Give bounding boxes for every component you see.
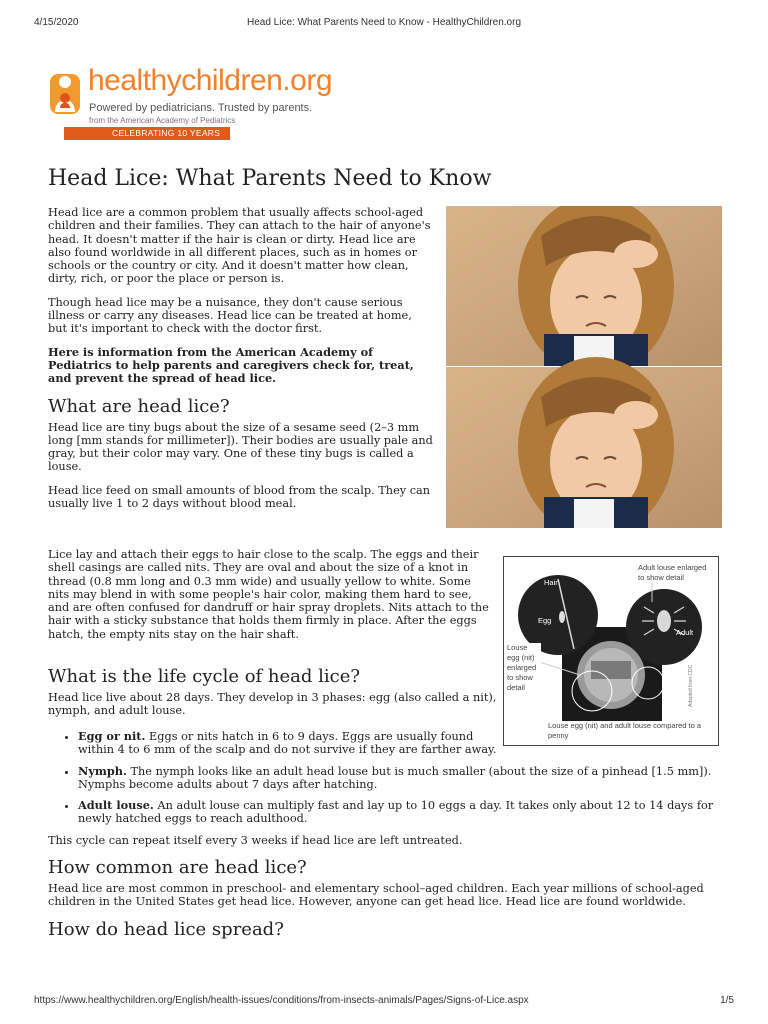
logo-subtitle: from the American Academy of Pediatrics <box>89 116 236 125</box>
life-cycle-list <box>48 730 718 826</box>
life-cycle-list-block <box>48 726 718 944</box>
page-title: Head Lice: What Parents Need to Know <box>48 166 492 191</box>
life-cycle-heading-block <box>48 656 498 728</box>
figure-label-hair: Hair <box>544 578 558 587</box>
print-footer <box>34 995 734 1006</box>
figure-credit: Adapted from CDC <box>688 664 694 707</box>
logo-wordmark: healthychildren.org <box>88 64 333 97</box>
print-url[interactable]: https://www.healthychildren.org/English/health-issues/conditions/from-insects-animals/Pages/Signs-of-Lice.aspx <box>34 995 529 1006</box>
figure-label-adult-enlarged: Adult louse enlarged to show detail <box>638 563 714 583</box>
life-cycle-intro: Head lice live about 28 days. They develop in 3 phases: egg (also called a nit), nymph, and adult louse. <box>48 691 497 718</box>
intro-column <box>48 206 433 520</box>
anniversary-banner: CELEBRATING 10 YEARS <box>64 127 230 140</box>
list-item: • Adult louse. An adult louse can multiply fast and lay up to 10 eggs a day. It takes only about 12 to 14 days for newly hatched eggs to reach adulthood. <box>78 799 718 826</box>
figure-label-egg-enlarged: Louse egg (nit) enlarged to show detail <box>507 643 541 693</box>
logo-tagline: Powered by pediatricians. Trusted by parents. <box>89 102 313 114</box>
life-cycle-end: This cycle can repeat itself every 3 weeks if head lice are left untreated. <box>48 833 463 847</box>
heading-how-common: How common are head lice? <box>48 857 307 879</box>
what-paragraph-2: Head lice feed on small amounts of blood from the scalp. They can usually live 1 to 2 days without blood meal. <box>48 483 431 511</box>
print-title: Head Lice: What Parents Need to Know - HealthyChildren.org <box>246 17 522 28</box>
heading-life-cycle: What is the life cycle of head lice? <box>48 666 361 687</box>
nits-section <box>48 548 493 651</box>
list-item: • Nymph. The nymph looks like an adult head louse but is much smaller (about the size of a pinhead [1.5 mm]). Nymphs become adults about 7 days after hatching. <box>78 765 718 792</box>
figure-label-adult: Adult <box>676 628 694 637</box>
figure-label-egg: Egg <box>538 616 552 625</box>
intro-bold-paragraph: Here is information from the American Academy of Pediatrics to help parents and caregivers check for, treat, and prevent the spread of head lice. <box>48 344 414 386</box>
print-date: 4/15/2020 <box>34 17 79 28</box>
what-paragraph-3: Lice lay and attach their eggs to hair close to the scalp. The eggs and their shell casings are called nits. They are oval and about the size of a knot in thread (0.8 mm long and 0.3 mm wide) and usually yellow to white. Some nits may blend in with some people's hair color, making them hard to see, and are often confused for dandruff or hair spray droplets. Nits attach to the hair with a sticky substance that holds them firmly in place. After the eggs hatch, the empty nits stay on the hair shaft. <box>48 548 489 641</box>
family-logo-icon <box>48 68 82 116</box>
intro-paragraph-2: Though head lice may be a nuisance, they don't cause serious illness or carry any diseases. Head lice can be treated at home, but it's important to check with the doctor first. <box>48 295 412 336</box>
how-common-paragraph: Head lice are most common in preschool- and elementary school–aged children. Each year millions of school-aged children in the United States get head lice. However, anyone can get head lice. Head lice are found worldwide. <box>48 882 704 909</box>
intro-paragraph-1: Head lice are a common problem that usually affects school-aged children and their families. They can attach to the hair of anyone's head. It doesn't matter if the hair is clean or dirty. Head lice are also found worldwide in all different places, such as in homes or schools or the country or city. And it doesn't matter how clean, dirty, rich, or poor the place or person is. <box>48 206 431 286</box>
what-paragraph-1: Head lice are tiny bugs about the size of a sesame seed (2–3 mm long [mm stands for millimeter]). Their bodies are usually pale and gray, but their color may vary. One of these tiny bugs is called a louse. <box>48 420 433 474</box>
figure-caption: Louse egg (nit) and adult louse compared to a penny <box>548 721 708 741</box>
page-number: 1/5 <box>720 995 734 1006</box>
site-logo[interactable] <box>48 64 333 144</box>
heading-how-spread: How do head lice spread? <box>48 918 284 940</box>
louse-penny-figure <box>503 556 719 746</box>
list-item: • Egg or nit. Eggs or nits hatch in 6 to 9 days. Eggs are usually found within 4 to 6 mm of the scalp and do not survive if they are farther away. <box>78 730 498 757</box>
child-scratching-head-photo <box>446 206 722 528</box>
heading-what-are-lice: What are head lice? <box>48 395 230 417</box>
